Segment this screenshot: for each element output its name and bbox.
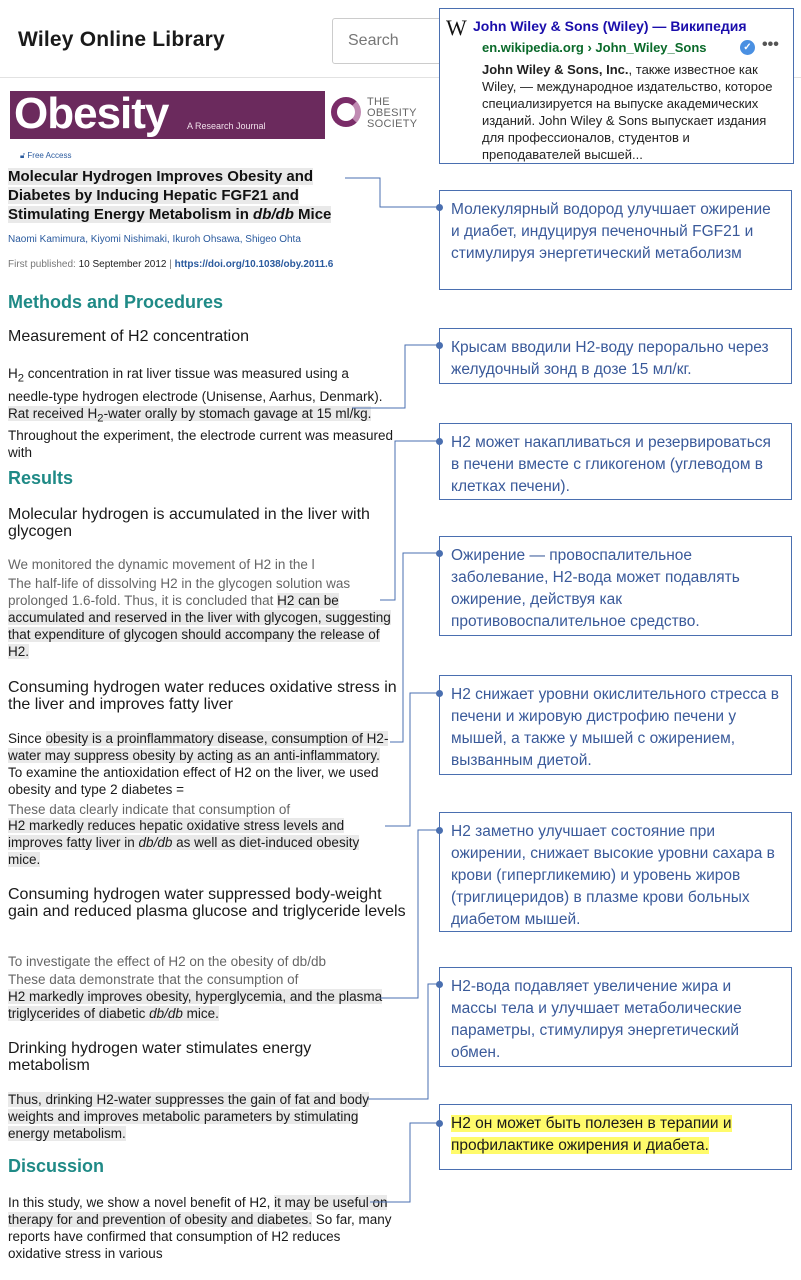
faded-text: These data demonstrate that the consumption of xyxy=(8,972,299,987)
subheading-body-weight: Consuming hydrogen water suppressed body-weight gain and reduced plasma glucose and triglyceride levels xyxy=(8,886,406,920)
annotation-box-2: Крысам вводили H2-воду перорально через желудочный зонд в дозе 15 мл/кг. xyxy=(439,328,792,384)
wikipedia-url[interactable]: en.wikipedia.org › John_Wiley_Sons xyxy=(482,40,707,55)
annotation-box-4: Ожирение — провоспалительное заболевание, H2-вода может подавлять ожирение, действуя как противовоспалительное средство. xyxy=(439,536,792,636)
paragraph-glycogen: The half-life of dissolving H2 in the glycogen solution was prolonged 1.6-fold. Thus, it is concluded that H2 can be accumulated and reserved in the liver with glycogen, suggesting that expenditure of glycogen should accompany the release of H2. xyxy=(8,576,391,659)
annotation-box-1: Молекулярный водород улучшает ожирение и диабет, индуцируя печеночный FGF21 и стимулируя энергетический метаболизм xyxy=(439,190,792,290)
journal-banner[interactable] xyxy=(10,91,325,139)
wikipedia-card[interactable] xyxy=(439,8,794,164)
more-options-icon[interactable]: ••• xyxy=(762,36,779,53)
paragraph-methods: $H_2$ concentration in rat liver tissue was measured using a needle-type hydrogen electrode (Unisense, Aarhus, Denmark). Rat received $H_2$-water orally by stomach gavage at 15 ml/kg. Throughout the experiment, the electrode current was measured with xyxy=(8,366,393,461)
connector-line-4 xyxy=(390,553,439,742)
faded-text: We monitored the dynamic movement of H2 in the l xyxy=(8,557,315,572)
connector-dot-icon xyxy=(436,690,443,697)
doi-link[interactable]: https://doi.org/10.1038/oby.2011.6 xyxy=(174,259,334,270)
connector-dot-icon xyxy=(436,981,443,988)
annotation-box-5: H2 снижает уровни окислительного стресса в печени и жировую дистрофию печени у мышей, а также у мышей с ожирением, вызванным диетой. xyxy=(439,675,792,775)
section-heading-discussion: Discussion xyxy=(8,1156,105,1176)
publication-info: First published: 10 September 2012 | https://doi.org/10.1038/oby.2011.6 xyxy=(8,259,334,270)
wikipedia-title-link[interactable]: John Wiley & Sons (Wiley) — Википедия xyxy=(473,18,747,34)
faded-text: These data clearly indicate that consumption of xyxy=(8,802,291,817)
annotation-box-6: H2 заметно улучшает состояние при ожирении, снижает высокие уровни сахара в крови (гипергликемию) и уровень жиров (триглицеридов) в плазме крови больных диабетом мышей. xyxy=(439,812,792,932)
connector-line-1 xyxy=(345,178,439,207)
paragraph-body-weight: H2 markedly improves obesity, hyperglycemia, and the plasma triglycerides of diabetic db/db mice. xyxy=(8,989,383,1021)
connector-dot-icon xyxy=(436,1120,443,1127)
paragraph-discussion: In this study, we show a novel benefit of H2, it may be useful on therapy for and prevention of obesity and diabetes. So far, many reports have confirmed that consumption of H2 reduces oxidative stress in various xyxy=(8,1195,392,1261)
free-access-badge: 🔓︎ Free Access xyxy=(20,151,72,160)
paragraph-oxidative-1: Since obesity is a proinflammatory disease, consumption of H2-water may suppress obesity by acting as an anti-inflammatory. To examine the antioxidation effect of H2 on the liver, we used obesity and type 2 diabetes = xyxy=(8,731,389,797)
connector-dot-icon xyxy=(436,827,443,834)
annotation-box-8: H2 он может быть полезен в терапии и профилактике ожирения и диабета. xyxy=(439,1104,792,1170)
site-logo[interactable]: Wiley Online Library xyxy=(18,28,225,51)
section-heading-results: Results xyxy=(8,468,74,488)
journal-name: Obesity xyxy=(14,89,169,138)
wikipedia-logo-icon: W xyxy=(446,15,467,40)
journal-subtitle: A Research Journal xyxy=(187,121,266,131)
annotation-box-3: H2 может накапливаться и резервироваться в печени вместе с гликогеном (углеводом в клетках печени). xyxy=(439,423,792,500)
subheading-glycogen: Molecular hydrogen is accumulated in the liver with glycogen xyxy=(8,506,370,540)
authors-list[interactable]: Naomi Kamimura, Kiyomi Nishimaki, Ikuroh Ohsawa, Shigeo Ohta xyxy=(8,234,301,245)
subheading-oxidative-stress: Consuming hydrogen water reduces oxidative stress in the liver and improves fatty liver xyxy=(8,679,397,713)
article-title: Molecular Hydrogen Improves Obesity and Diabetes by Inducing Hepatic FGF21 and Stimulating Energy Metabolism in db/db Mice xyxy=(8,168,332,223)
connector-dot-icon xyxy=(436,204,443,211)
faded-text: To investigate the effect of H2 on the obesity of db/db xyxy=(8,954,326,969)
section-heading-methods: Methods and Procedures xyxy=(8,292,224,312)
connector-dot-icon xyxy=(436,438,443,445)
lock-open-icon: 🔓︎ xyxy=(20,151,26,160)
connector-dot-icon xyxy=(436,550,443,557)
wikipedia-description: John Wiley & Sons, Inc., также известное как Wiley, — международное издательство, которое специализируется на выпуске академических изданий. John Wiley & Sons выпускает издания для профессионалов, студентов и преподавателей высшей... xyxy=(482,62,773,162)
annotation-box-7: H2-вода подавляет увеличение жира и массы тела и улучшает метаболические параметры, стимулируя энергетический обмен. xyxy=(439,967,792,1067)
paragraph-oxidative-2: H2 markedly reduces hepatic oxidative stress levels and improves fatty liver in db/db as well as diet-induced obesity mice. xyxy=(8,818,360,867)
subheading-energy-metabolism: Drinking hydrogen water stimulates energy metabolism xyxy=(8,1040,312,1074)
obesity-society-text: THE OBESITY SOCIETY xyxy=(367,96,418,130)
connector-dot-icon xyxy=(436,342,443,349)
verified-check-icon: ✓ xyxy=(740,40,755,55)
obesity-society-logo-icon[interactable] xyxy=(331,97,361,127)
paragraph-energy: Thus, drinking H2-water suppresses the gain of fat and body weights and improves metabolic parameters by stimulating energy metabolism. xyxy=(8,1092,369,1141)
subheading-h2-measurement: Measurement of H2 concentration xyxy=(8,328,250,345)
